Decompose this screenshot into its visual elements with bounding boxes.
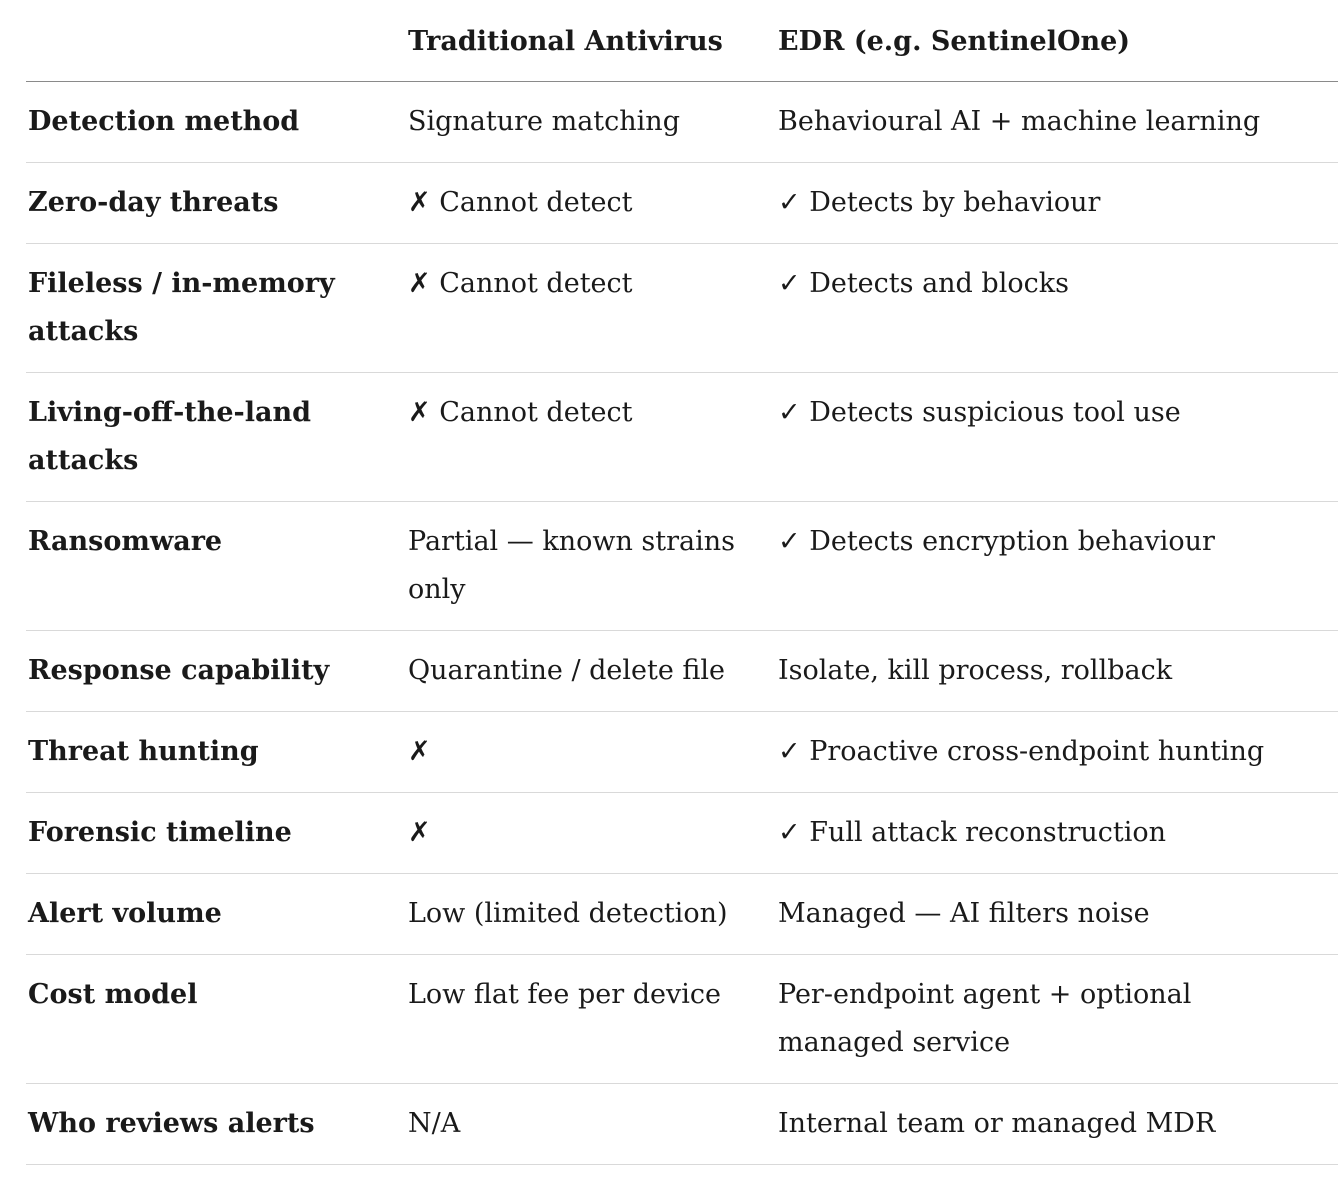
table-row: [26, 631, 1338, 712]
edr-cell: ✓ Detects encryption behaviour: [778, 526, 1215, 557]
av-cell: N/A: [408, 1108, 461, 1139]
table-row: [26, 955, 1338, 1084]
row-label: Alert volume: [28, 898, 222, 929]
av-cell: Low flat fee per device: [408, 979, 721, 1010]
edr-cell: Managed — AI filters noise: [778, 898, 1150, 929]
row-label: Detection method: [28, 106, 300, 137]
av-cell: ✗ Cannot detect: [408, 268, 633, 299]
edr-cell: Per-endpoint agent + optional managed service: [778, 979, 1192, 1058]
edr-cell: ✓ Detects and blocks: [778, 268, 1069, 299]
header-feature-column: [26, 0, 408, 81]
comparison-table: [26, 0, 1338, 1165]
table-row: [26, 163, 1338, 244]
edr-cell: ✓ Proactive cross-endpoint hunting: [778, 736, 1265, 767]
row-label: Cost model: [28, 979, 198, 1010]
row-label: Threat hunting: [28, 736, 259, 767]
table-row: [26, 373, 1338, 502]
header-edr: EDR (e.g. SentinelOne): [778, 26, 1131, 57]
row-label: Response capability: [28, 655, 330, 686]
edr-cell: Behavioural AI + machine learning: [778, 106, 1261, 137]
edr-cell: ✓ Full attack reconstruction: [778, 817, 1167, 848]
row-label: Forensic timeline: [28, 817, 292, 848]
table-row: [26, 874, 1338, 955]
av-cell: ✗: [408, 817, 431, 848]
table-row: [26, 793, 1338, 874]
av-cell: Partial — known strains only: [408, 526, 736, 605]
av-cell: Quarantine / delete file: [408, 655, 726, 686]
edr-cell: Isolate, kill process, rollback: [778, 655, 1173, 686]
av-cell: Signature matching: [408, 106, 680, 137]
table-row: [26, 1084, 1338, 1165]
av-cell: ✗ Cannot detect: [408, 187, 633, 218]
av-cell: ✗ Cannot detect: [408, 397, 633, 428]
table-header: [26, 0, 1338, 82]
table-row: [26, 712, 1338, 793]
table-row: [26, 82, 1338, 163]
edr-cell: ✓ Detects suspicious tool use: [778, 397, 1181, 428]
row-label: Who reviews alerts: [28, 1108, 315, 1139]
row-label: Fileless / in-memory attacks: [28, 268, 335, 347]
row-label: Living-off-the-land attacks: [28, 397, 312, 476]
edr-cell: Internal team or managed MDR: [778, 1108, 1216, 1139]
av-cell: ✗: [408, 736, 431, 767]
table-row: [26, 244, 1338, 373]
row-label: Zero-day threats: [28, 187, 279, 218]
edr-cell: ✓ Detects by behaviour: [778, 187, 1101, 218]
av-cell: Low (limited detection): [408, 898, 728, 929]
header-traditional-antivirus: Traditional Antivirus: [408, 26, 723, 57]
row-label: Ransomware: [28, 526, 223, 557]
table-row: [26, 502, 1338, 631]
